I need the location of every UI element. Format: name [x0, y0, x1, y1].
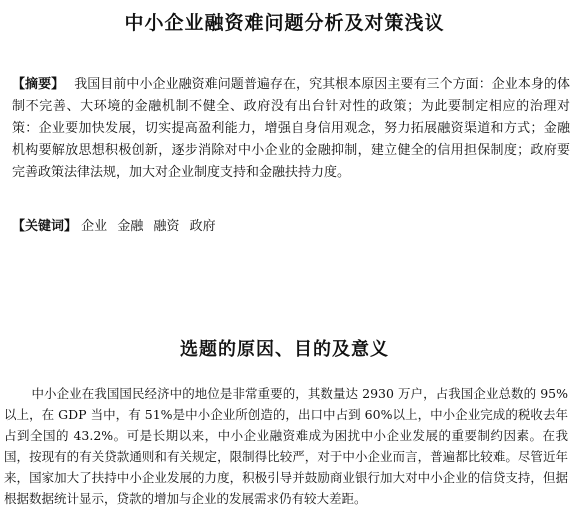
keyword-item: 融资 [153, 219, 180, 234]
keywords-block [12, 216, 570, 238]
section-title: 选题的原因、目的及意义 [180, 339, 389, 360]
keywords-tag: 【关键词】 [12, 219, 78, 234]
keyword-item: 金融 [117, 219, 144, 234]
abstract-block [12, 74, 570, 184]
abstract-tag: 【摘要】 [12, 77, 65, 92]
body-paragraph: 中小企业在我国国民经济中的地位是非常重要的，其数量达 2930 万户，占我国企业总数的 95%以上，在 GDP 当中，有 51%是中小企业所创造的，出口中占到 60%以上，中小企业完成的税收去年占到全国的 43.2%。可是长期以来，中小企业融资难成为困扰中小企业发展的重要制约因素。在我国，按现有的有关贷款通则和有关规定，限制得比较严，对于中小企业而言，普遍都比较难。尽管近年来，国家加大了扶持中小企业发展的力度，积极引导并鼓励商业银行加大对中小企业的信贷支持，但据根据数据统计显示，贷款的增加与企业的发展需求仍有较大差距。 [4, 386, 568, 506]
document-title: 中小企业融资难问题分析及对策浅议 [124, 12, 445, 34]
keyword-item: 政府 [189, 219, 216, 234]
abstract-text: 我国目前中小企业融资难问题普遍存在，究其根本原因主要有三个方面：企业本身的体制不完善、大环境的金融机制不健全、政府没有出台针对性的政策；为此要制定相应的治理对策：企业要加快发展，切实提高盈利能力，增强自身信用观念，努力拓展融资渠道和方式；金融机构要解放思想积极创新，逐步消除对中小企业的金融抑制，建立健全的信用担保制度；政府要完善政策法律法规，加大对企业制度支持和金融扶持力度。 [12, 77, 570, 180]
keyword-item: 企业 [81, 219, 108, 234]
